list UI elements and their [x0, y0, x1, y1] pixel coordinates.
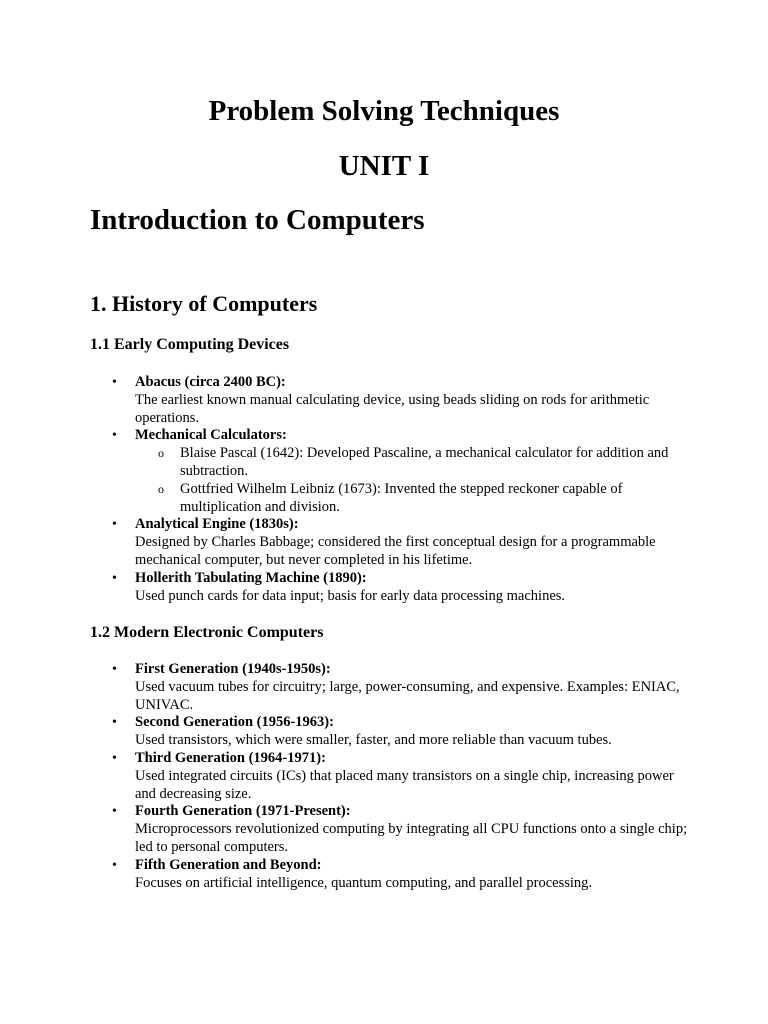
document-title: Problem Solving Techniques	[208, 95, 560, 127]
item-label: • Mechanical Calculators:	[135, 427, 287, 444]
modern-computers-list	[90, 661, 690, 892]
item-text: Focuses on artificial intelligence, quantum computing, and parallel processing.	[135, 874, 593, 891]
item-text: The earliest known manual calculating device, using beads sliding on rods for arithmetic operations.	[135, 391, 650, 426]
item-label: • Third Generation (1964-1971):	[135, 749, 326, 766]
item-text: Designed by Charles Babbage; considered the first conceptual design for a programmable mechanical computer, but never completed in his lifetime.	[135, 534, 656, 568]
item-label: • Abacus (circa 2400 BC):	[135, 374, 286, 390]
item-label: • Second Generation (1956-1963):	[135, 714, 334, 731]
subsection-heading-modern: 1.2 Modern Electronic Computers	[90, 624, 324, 641]
list-item	[90, 714, 690, 750]
list-item	[90, 427, 690, 516]
sub-list	[135, 445, 690, 516]
list-item	[90, 374, 690, 427]
item-label: • Fourth Generation (1971-Present):	[135, 803, 351, 820]
item-text: Used transistors, which were smaller, faster, and more reliable than vacuum tubes.	[135, 732, 612, 749]
item-label: • Hollerith Tabulating Machine (1890):	[135, 569, 367, 586]
early-devices-list	[90, 374, 690, 605]
list-item	[90, 661, 690, 714]
sub-list-item: o Blaise Pascal (1642): Developed Pascaline, a mechanical calculator for addition and subtraction.	[135, 445, 690, 481]
subsection-heading-early: 1.1 Early Computing Devices	[90, 336, 290, 353]
item-text: Used punch cards for data input; basis for early data processing machines.	[135, 587, 566, 604]
chapter-heading: Introduction to Computers	[90, 204, 425, 236]
list-item	[90, 516, 690, 569]
item-text: Used vacuum tubes for circuitry; large, power-consuming, and expensive. Examples: ENIAC, UNIVAC.	[135, 678, 680, 713]
item-label: • Fifth Generation and Beyond:	[135, 856, 322, 873]
list-item	[90, 803, 690, 856]
list-item	[90, 750, 690, 803]
item-label: • Analytical Engine (1830s):	[135, 516, 299, 533]
item-text: Used integrated circuits (ICs) that placed many transistors on a single chip, increasing power and decreasing size.	[135, 767, 674, 802]
item-label: • First Generation (1940s-1950s):	[135, 661, 331, 677]
unit-label: UNIT I	[338, 150, 430, 182]
item-text: Microprocessors revolutionized computing by integrating all CPU functions onto a single chip; led to personal computers.	[135, 821, 688, 855]
list-item	[90, 857, 690, 893]
sub-list-item: o Gottfried Wilhelm Leibniz (1673): Invented the stepped reckoner capable of multiplication and division.	[135, 481, 690, 517]
list-item	[90, 570, 690, 606]
section-heading: 1. History of Computers	[90, 291, 318, 316]
